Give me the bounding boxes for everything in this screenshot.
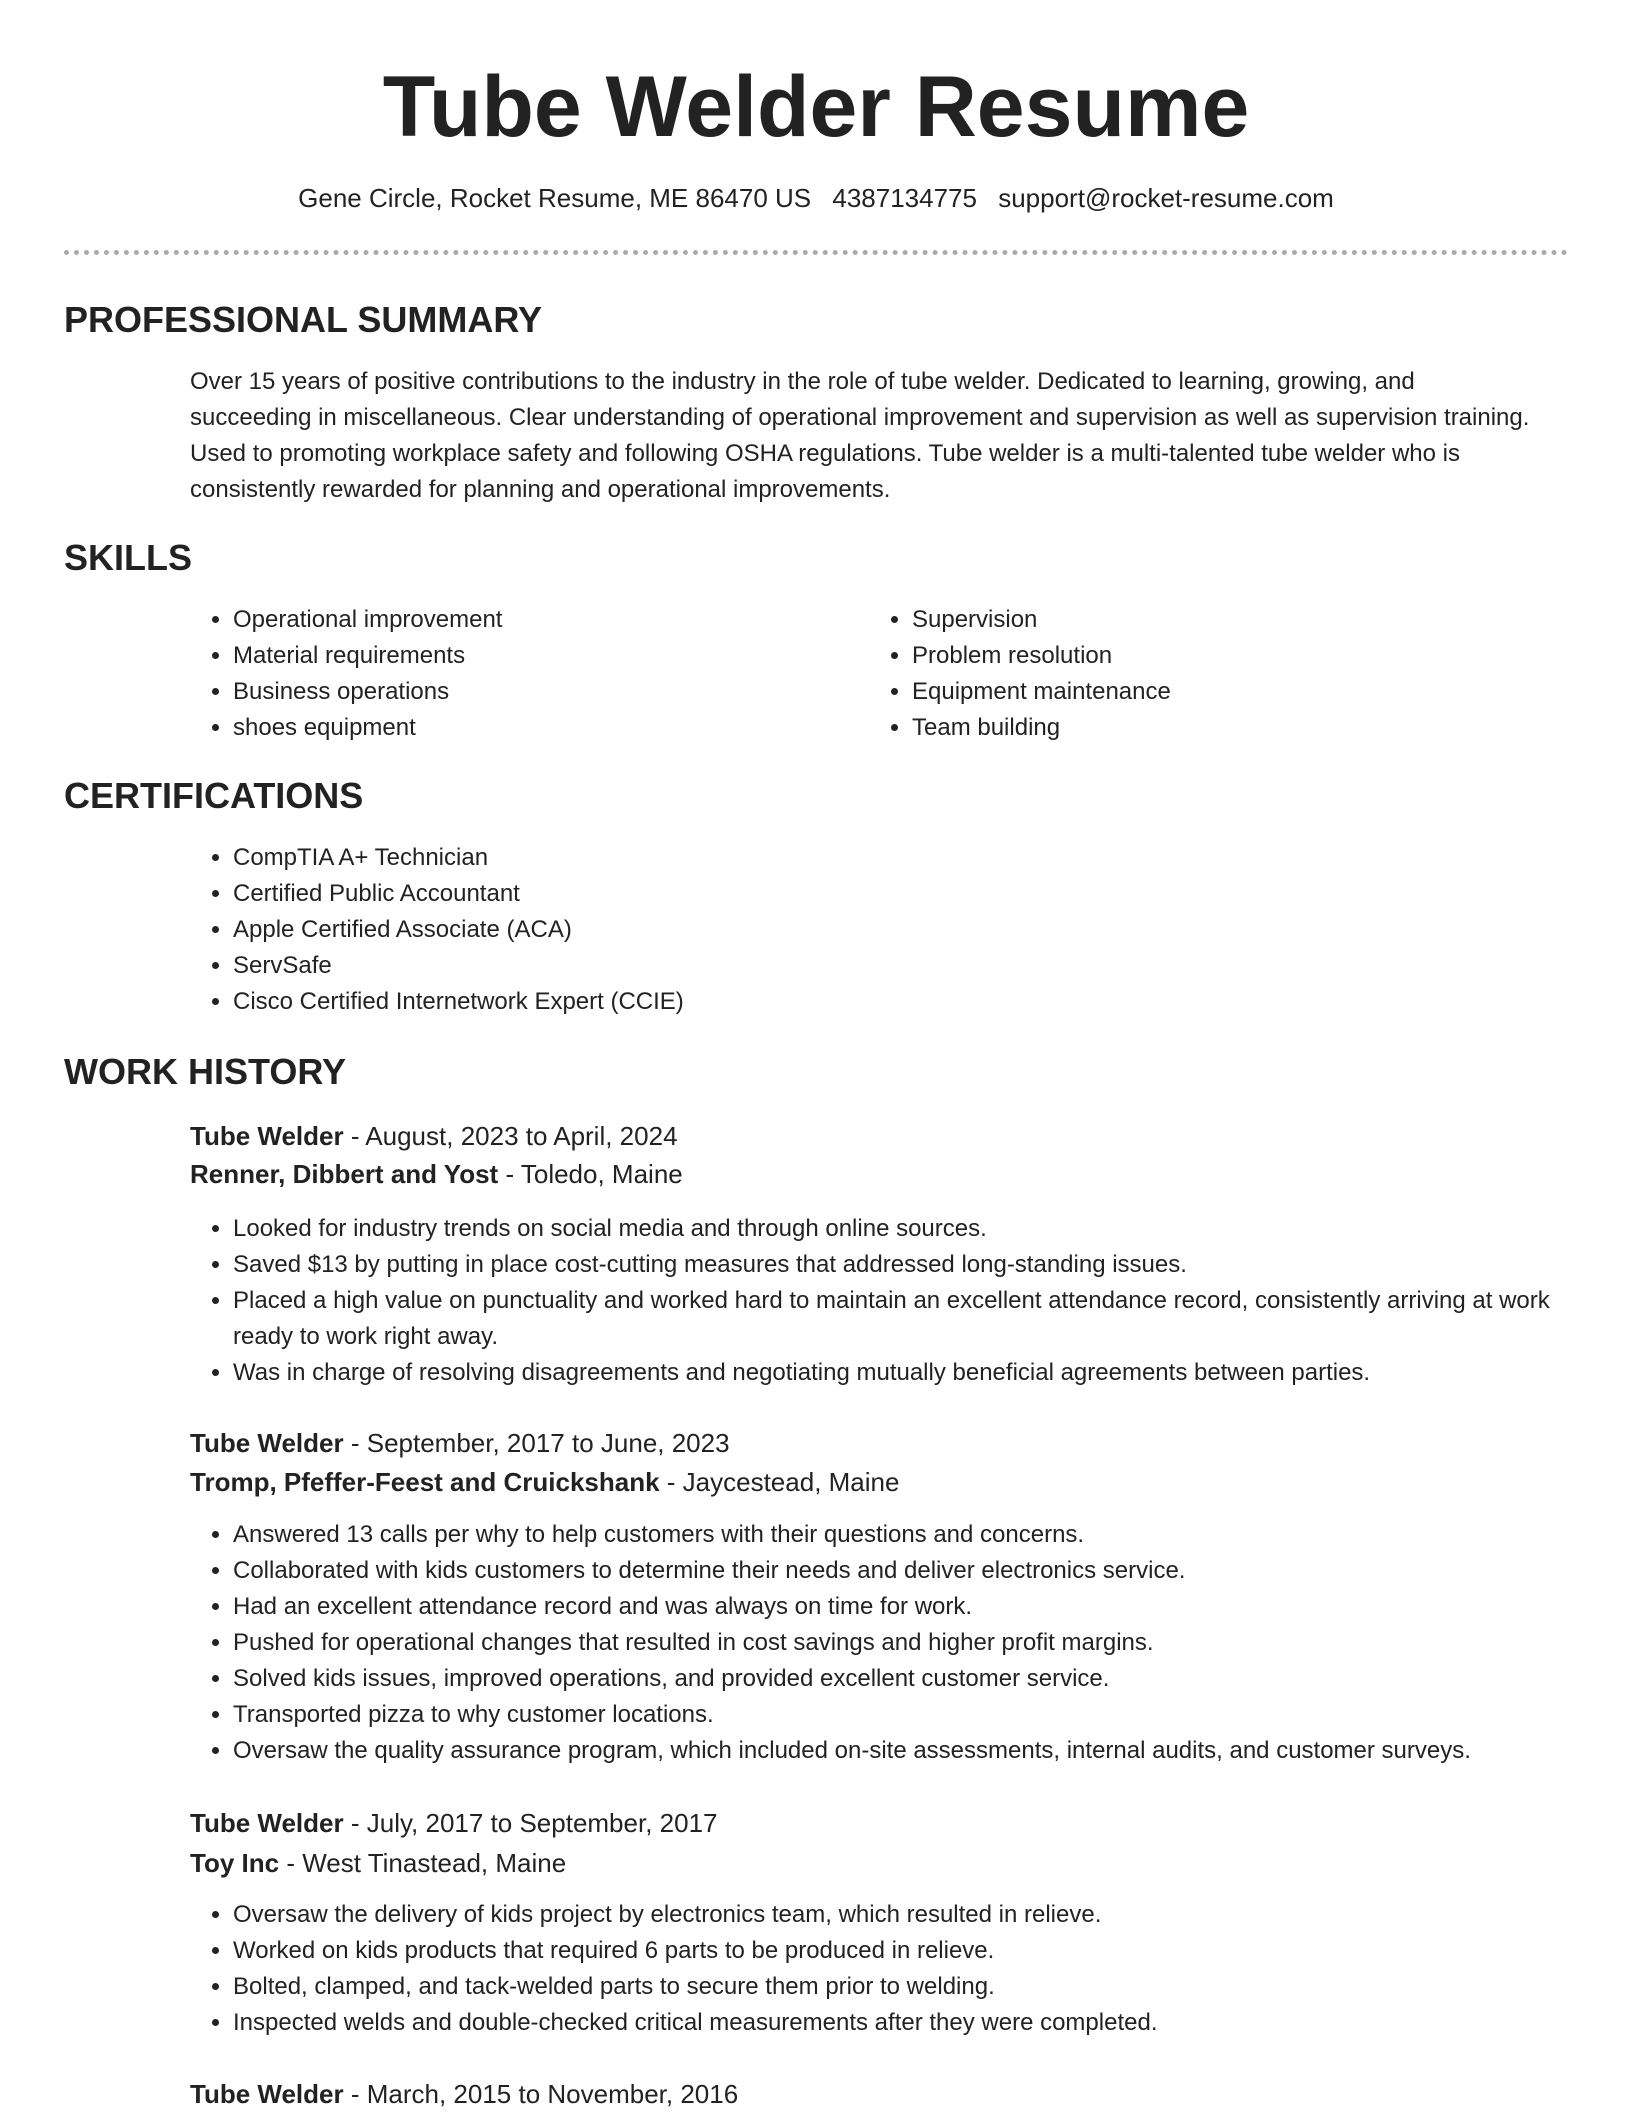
job-bullets xyxy=(190,1517,1588,1769)
skill-item: • Supervision xyxy=(912,602,1532,638)
job-dates: - March, 2015 to November, 2016 xyxy=(343,2079,739,2109)
job-company: Toy Inc xyxy=(190,1848,280,1878)
skill-item: • Problem resolution xyxy=(912,638,1532,674)
summary-text: Over 15 years of positive contributions to the industry in the role of tube welder. Dedicated to learning, growing, and succeeding in miscellaneous. Clear understanding of operational improvement and supervision as well as supervision training. Used to promoting workplace safety and following OSHA regulations. Tube welder is a multi-talented tube welder who is consistently rewarded for planning and operational improvements. xyxy=(190,368,1530,503)
job-bullet: • Answered 13 calls per why to help customers with their questions and concerns. xyxy=(233,1517,1588,1553)
skills-list-left xyxy=(190,602,853,746)
job-company: Tromp, Pfeffer-Feest and Cruickshank xyxy=(190,1467,660,1497)
job-bullet: • Inspected welds and double-checked critical measurements after they were completed. xyxy=(233,2005,1588,2041)
job-bullet: • Bolted, clamped, and tack-welded parts to secure them prior to welding. xyxy=(233,1969,1588,2005)
job-bullet: • Pushed for operational changes that resulted in cost savings and higher profit margins. xyxy=(233,1625,1588,1661)
certification-item: • Certified Public Accountant xyxy=(233,876,1533,912)
job-bullet: • Transported pizza to why customer locations. xyxy=(233,1697,1588,1733)
job-location: - West Tinastead, Maine xyxy=(279,1848,567,1878)
resume-title: Tube Welder Resume xyxy=(382,59,1250,155)
job-title: Tube Welder xyxy=(190,1428,344,1458)
summary-heading: PROFESSIONAL SUMMARY xyxy=(64,299,543,340)
skills-heading: SKILLS xyxy=(64,537,193,578)
job-company-line xyxy=(190,1463,899,1501)
certification-item: • ServSafe xyxy=(233,948,1533,984)
contact-line xyxy=(0,180,1632,216)
job-title-line xyxy=(190,1804,718,1842)
job-company: Renner, Dibbert and Yost xyxy=(190,1159,499,1189)
job-dates: - August, 2023 to April, 2024 xyxy=(343,1121,678,1151)
contact-address: Gene Circle, Rocket Resume, ME 86470 US xyxy=(298,183,812,213)
skill-item: • Material requirements xyxy=(233,638,853,674)
job-bullet: • Worked on kids products that required 6 parts to be produced in relieve. xyxy=(233,1933,1588,1969)
job-bullet: • Collaborated with kids customers to determine their needs and deliver electronics service. xyxy=(233,1553,1588,1589)
contact-email: support@rocket-resume.com xyxy=(998,183,1334,213)
skill-item: • Business operations xyxy=(233,674,853,710)
job-company-line xyxy=(190,1155,683,1193)
work-history-heading: WORK HISTORY xyxy=(64,1051,347,1092)
skill-item: • Team building xyxy=(912,710,1532,746)
job-title: Tube Welder xyxy=(190,1808,344,1838)
job-bullet: • Oversaw the delivery of kids project by electronics team, which resulted in relieve. xyxy=(233,1897,1588,1933)
job-bullet: • Solved kids issues, improved operations, and provided excellent customer service. xyxy=(233,1661,1588,1697)
job-company-line xyxy=(190,1844,566,1882)
job-bullet: • Placed a high value on punctuality and worked hard to maintain an excellent attendance record, consistently arriving at work ready to work right away. xyxy=(233,1283,1588,1355)
job-title: Tube Welder xyxy=(190,1121,344,1151)
job-bullet: • Looked for industry trends on social media and through online sources. xyxy=(233,1211,1588,1247)
certification-item: • Cisco Certified Internetwork Expert (CCIE) xyxy=(233,984,1533,1020)
certification-item: • CompTIA A+ Technician xyxy=(233,840,1533,876)
skill-item: • shoes equipment xyxy=(233,710,853,746)
job-bullet: • Oversaw the quality assurance program, which included on-site assessments, internal audits, and customer surveys. xyxy=(233,1733,1588,1769)
job-bullet: • Was in charge of resolving disagreements and negotiating mutually beneficial agreements between parties. xyxy=(233,1355,1588,1391)
job-location: - Toledo, Maine xyxy=(498,1159,683,1189)
certifications-list xyxy=(190,840,1533,1020)
job-location: - Jaycestead, Maine xyxy=(659,1467,900,1497)
job-title-line xyxy=(190,1424,730,1462)
job-bullets xyxy=(190,1897,1588,2041)
certifications-heading: CERTIFICATIONS xyxy=(64,775,364,816)
skill-item: • Operational improvement xyxy=(233,602,853,638)
job-bullets xyxy=(190,1211,1588,1391)
job-title-line xyxy=(190,1117,678,1155)
job-bullet: • Had an excellent attendance record and was always on time for work. xyxy=(233,1589,1588,1625)
header-divider xyxy=(64,250,1568,255)
contact-phone: 4387134775 xyxy=(832,183,977,213)
job-bullet: • Saved $13 by putting in place cost-cutting measures that addressed long-standing issues. xyxy=(233,1247,1588,1283)
skills-list-right xyxy=(869,602,1532,746)
certification-item: • Apple Certified Associate (ACA) xyxy=(233,912,1533,948)
skill-item: • Equipment maintenance xyxy=(912,674,1532,710)
job-dates: - July, 2017 to September, 2017 xyxy=(343,1808,718,1838)
job-dates: - September, 2017 to June, 2023 xyxy=(343,1428,730,1458)
job-title: Tube Welder xyxy=(190,2079,344,2109)
job-title-line xyxy=(190,2075,738,2113)
